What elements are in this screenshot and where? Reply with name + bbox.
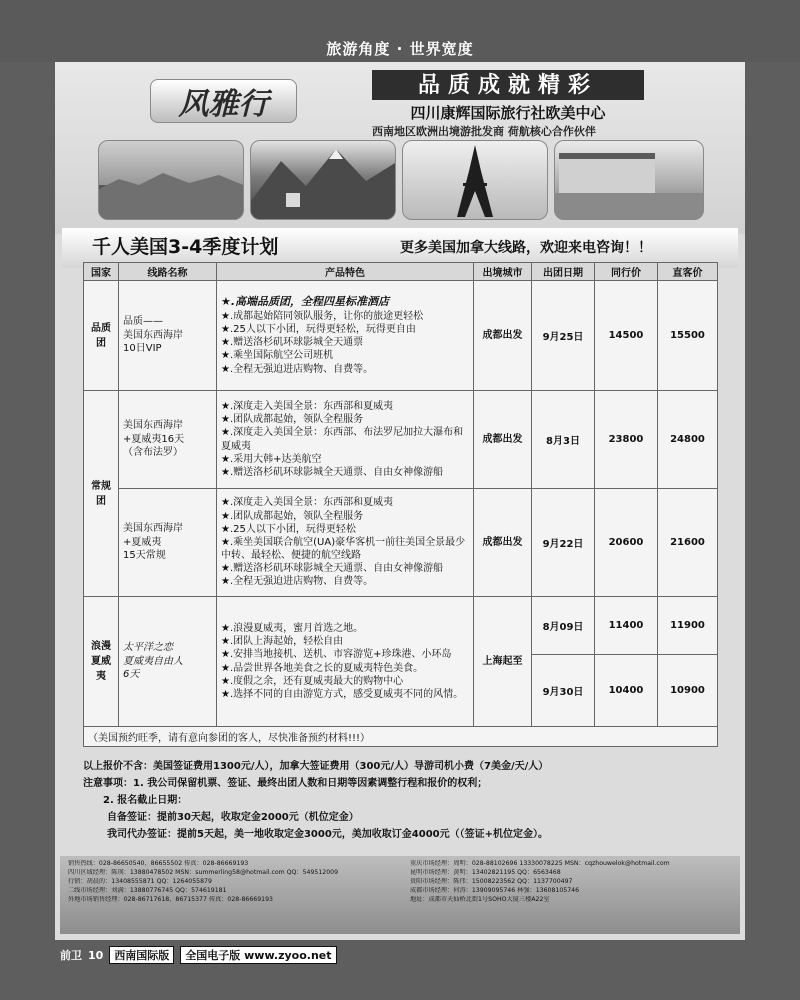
table-row: [84, 597, 718, 655]
page-number: 10: [88, 948, 104, 962]
table-row: [84, 391, 718, 489]
plan-title: 千人美国3-4季度计划: [92, 236, 279, 258]
features-list: ★.高端品质团，全程四星标准酒店 ★.成都起始陪同领队服务，让你的旅途更轻松 ★.25人以下小团，玩得更轻松，玩得更自由 ★.赠送洛杉矶环球影城全天通票 ★.乘坐国际航空公司班机 ★.全程无强迫进店购物、自费等。: [217, 281, 474, 391]
departure-date: 9月25日: [532, 281, 595, 391]
peer-price: 23800: [595, 391, 658, 489]
contacts-left: 销售热线：028-86650540、86655502 传真：028-86669193 四川区域经理：陈瑛：13880478502 MSN：summerling58@hotmail.com QQ：549512009 行销：胡晨的：13408555871 QQ：1264055879 二线市场经理：刘满：13880776745 QQ：574619181 外地市场销售经理：028-86717618、86715377 传真：028-86669193: [68, 860, 339, 903]
peer-price: 20600: [595, 489, 658, 597]
category-quality: 品质团: [84, 281, 119, 391]
departure-city: 上海起至: [474, 597, 532, 727]
route-name: 太平洋之恋 夏威夷自由人 6天: [119, 597, 217, 727]
top-slogan: 旅游角度 · 世界宽度: [326, 40, 474, 58]
peer-price: 14500: [595, 281, 658, 391]
header-direct-price: 直客价: [658, 263, 718, 281]
departure-city: 成都出发: [474, 391, 532, 489]
header-country: 国家: [84, 263, 119, 281]
table-header-row: [84, 263, 718, 281]
photo-eiffel: [402, 140, 548, 220]
photo-town: [98, 140, 244, 220]
route-name: 美国东西海岸 +夏威夷 15天常规: [119, 489, 217, 597]
departure-date: 9月30日: [532, 655, 595, 727]
contacts-right: 重庆市场经理：周明：028-88102696 13330078225 MSN：cqzhouwelok@hotmail.com 昆明市场经理：黄明：13402821195 QQ：6563468 贵阳市场经理：陈伟：15008223562 QQ：1137700497 成都市场经理：何涛：13909095746 林强：13608105746 地址：成都市天仙桥北街1号SOHO大厦三楼A22室: [410, 860, 670, 903]
website-link[interactable]: 全国电子版 www.zyoo.net: [180, 946, 336, 964]
route-name: 品质—— 美国东西海岸 10日VIP: [119, 281, 217, 391]
category-regular: 常规团: [84, 391, 119, 597]
header-city: 出境城市: [474, 263, 532, 281]
departure-city: 成都出发: [474, 489, 532, 597]
departure-date: 8月3日: [532, 391, 595, 489]
header-features: 产品特色: [217, 263, 474, 281]
promo-text: 更多美国加拿大线路，欢迎来电咨询！！: [400, 240, 652, 256]
header-route: 线路名称: [119, 263, 217, 281]
brand-logo: 风雅行: [150, 79, 297, 123]
main-slogan: 品质成就精彩: [372, 70, 644, 100]
town-image: [99, 141, 243, 219]
peer-price: 10400: [595, 655, 658, 727]
notice-1: 注意事项：1. 我公司保留机票、签证、最终出团人数和日期等因素调整行程和报价的权利；: [83, 778, 488, 789]
direct-price: 11900: [658, 597, 718, 655]
photo-alps: [250, 140, 396, 220]
departure-city: 成都出发: [474, 281, 532, 391]
notice-agency-visa: 我司代办签证：提前5天起，美一地收取定金3000元，美加收取订金4000元（（签证+机位定金）。: [107, 829, 549, 840]
river-building-image: [555, 141, 703, 219]
features-list: ★.深度走入美国全景：东西部和夏威夷 ★.团队成都起始，领队全程服务 ★.深度走入美国全景：东西部、布法罗尼加拉大瀑布和夏威夷 ★.采用大韩+达美航空 ★.赠送洛杉矶环球影城全天通票、自由女神像游船: [217, 391, 474, 489]
agency-subtitle: 西南地区欧洲出境游批发商 荷航核心合作伙伴: [372, 125, 596, 138]
edition-label: 西南国际版: [109, 946, 174, 964]
notice-2: 2. 报名截止日期：: [103, 795, 188, 806]
departure-date: 8月09日: [532, 597, 595, 655]
price-exclusion: 以上报价不含：美国签证费用1300元/人），加拿大签证费用（300元/人）导游司机小费（7美金/天/人）: [83, 761, 549, 772]
header-peer-price: 同行价: [595, 263, 658, 281]
direct-price: 10900: [658, 655, 718, 727]
notice-self-visa: 自备签证：提前30天起，收取定金2000元（机位定金）: [107, 812, 359, 823]
features-list: ★.浪漫夏威夷，蜜月首选之地。 ★.团队上海起始，轻松自由 ★.安排当地接机、送机、市容游览+珍珠港、小环岛 ★.品尝世界各地美食之长的夏威夷特色美食。 ★.度假之余，还有夏威夷最大的购物中心 ★.选择不同的自由游览方式，感受夏威夷不同的风情。: [217, 597, 474, 727]
departure-date: 9月22日: [532, 489, 595, 597]
mountain-image: [251, 141, 395, 219]
eiffel-tower-image: [403, 141, 547, 219]
category-hawaii: 浪漫夏威夷: [84, 597, 119, 727]
route-name: 美国东西海岸 +夏威夷16天 （含布法罗）: [119, 391, 217, 489]
peer-price: 11400: [595, 597, 658, 655]
magazine-name: 前卫: [60, 949, 82, 962]
table-row: [84, 489, 718, 597]
agency-name: 四川康辉国际旅行社欧美中心: [410, 104, 606, 122]
booking-note: （美国预约旺季，请有意向参团的客人，尽快准备预约材料!!!）: [84, 727, 718, 747]
table-row: [84, 281, 718, 391]
price-notes: [83, 758, 717, 846]
photo-florence: [554, 140, 704, 220]
features-list: ★.深度走入美国全景：东西部和夏威夷 ★.团队成都起始，领队全程服务 ★.25人以下小团，玩得更轻松 ★.乘坐美国联合航空(UA)豪华客机一前往美国全景最少中转、最轻松、便捷的航空线路 ★.赠送洛杉矶环球影城全天通票、自由女神像游船 ★.全程无强迫进店购物、自费等。: [217, 489, 474, 597]
direct-price: 21600: [658, 489, 718, 597]
page-footer: [60, 946, 337, 964]
direct-price: 15500: [658, 281, 718, 391]
tour-plan-table: [83, 262, 718, 747]
table-note-row: [84, 727, 718, 747]
direct-price: 24800: [658, 391, 718, 489]
header-date: 出团日期: [532, 263, 595, 281]
